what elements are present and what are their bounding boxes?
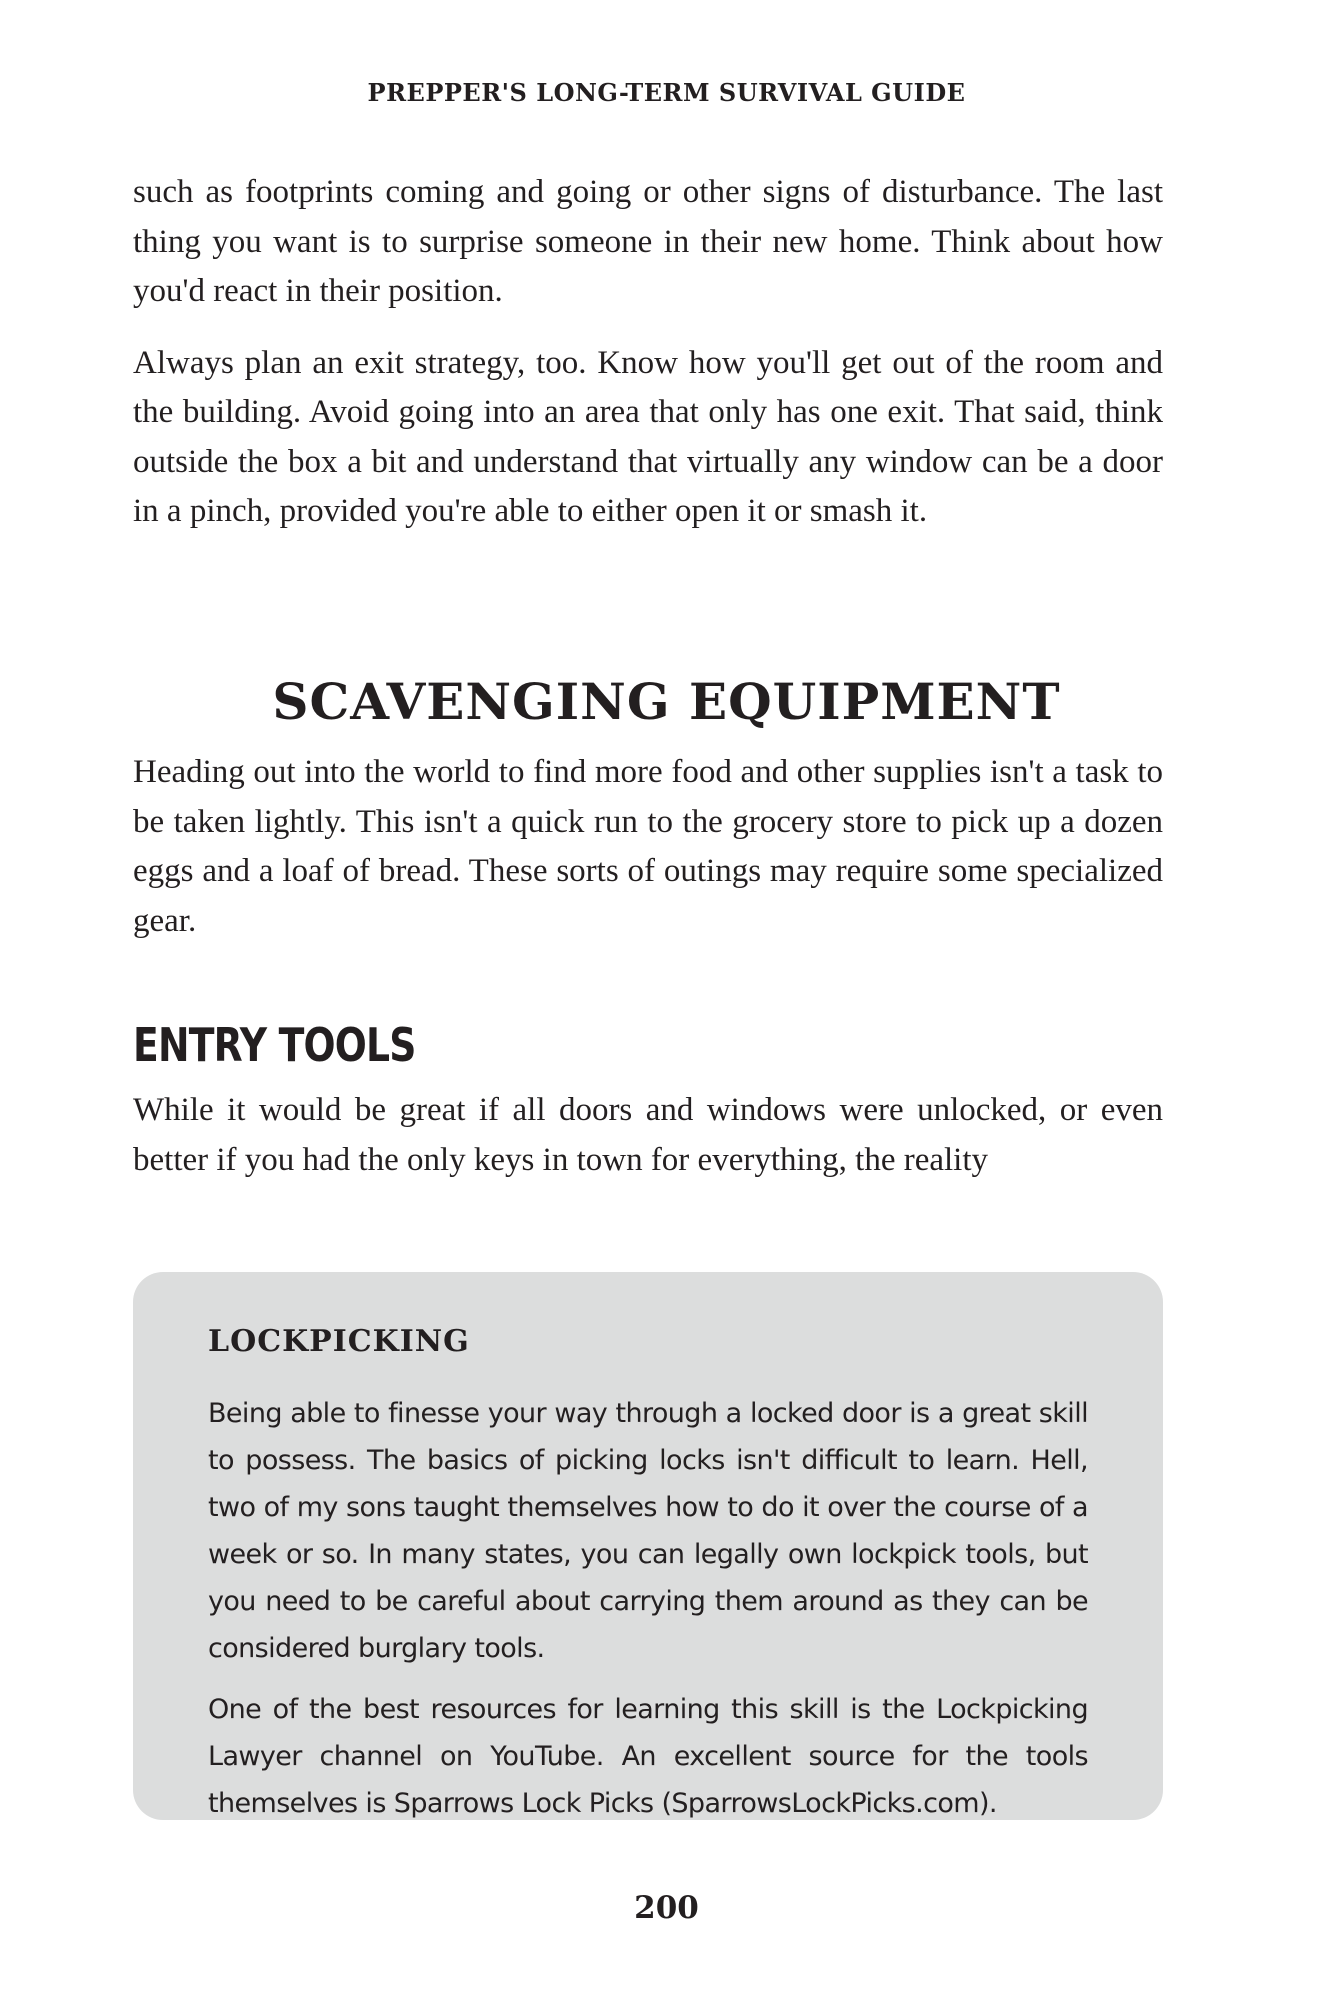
subsection-text xyxy=(133,1086,1163,1185)
sidebar-box xyxy=(133,1272,1163,1820)
sidebar-paragraph-1: Being able to finesse your way through a locked door is a great skill to possess. The basics of picking locks isn't difficult to learn. Hell, two of my sons taught themselves how to do it over the course of a week or so. In many states, you can legally own lockpick tools, but you need to be careful about carrying them around as they can be considered burglary tools. xyxy=(208,1398,1088,1664)
section-paragraph: Heading out into the world to find more food and other supplies isn't a task to be taken lightly. This isn't a quick run to the grocery store to pick up a dozen eggs and a loaf of bread. These sorts of outings may require some specialized gear. xyxy=(133,754,1163,939)
subsection-paragraph: While it would be great if all doors and windows were unlocked, or even better if you had the only keys in town for everything, the reality xyxy=(133,1092,1163,1178)
subsection-heading: ENTRY TOOLS xyxy=(133,1018,416,1072)
running-head: PREPPER'S LONG-TERM SURVIVAL GUIDE xyxy=(367,78,966,107)
section-heading: SCAVENGING EQUIPMENT xyxy=(272,672,1061,731)
intro-paragraph-2: Always plan an exit strategy, too. Know how you'll get out of the room and the building. Avoid going into an area that only has one exit. That said, think outside the box a bit and understand that virtually any window can be a door in a pinch, provided you're able to either open it or smash it. xyxy=(133,344,1163,529)
sidebar-body xyxy=(208,1390,1088,1827)
page-number: 200 xyxy=(634,1890,699,1926)
intro-text xyxy=(133,168,1163,537)
sidebar-title: LOCKPICKING xyxy=(208,1324,470,1359)
section-text xyxy=(133,748,1163,946)
intro-paragraph-1: such as footprints coming and going or other signs of disturbance. The last thing you want is to surprise someone in their new home. Think about how you'd react in their position. xyxy=(133,174,1163,309)
sidebar-paragraph-2: One of the best resources for learning this skill is the Lockpicking Lawyer channel on YouTube. An excellent source for the tools themselves is Sparrows Lock Picks (SparrowsLockPicks.com). xyxy=(208,1694,1088,1819)
